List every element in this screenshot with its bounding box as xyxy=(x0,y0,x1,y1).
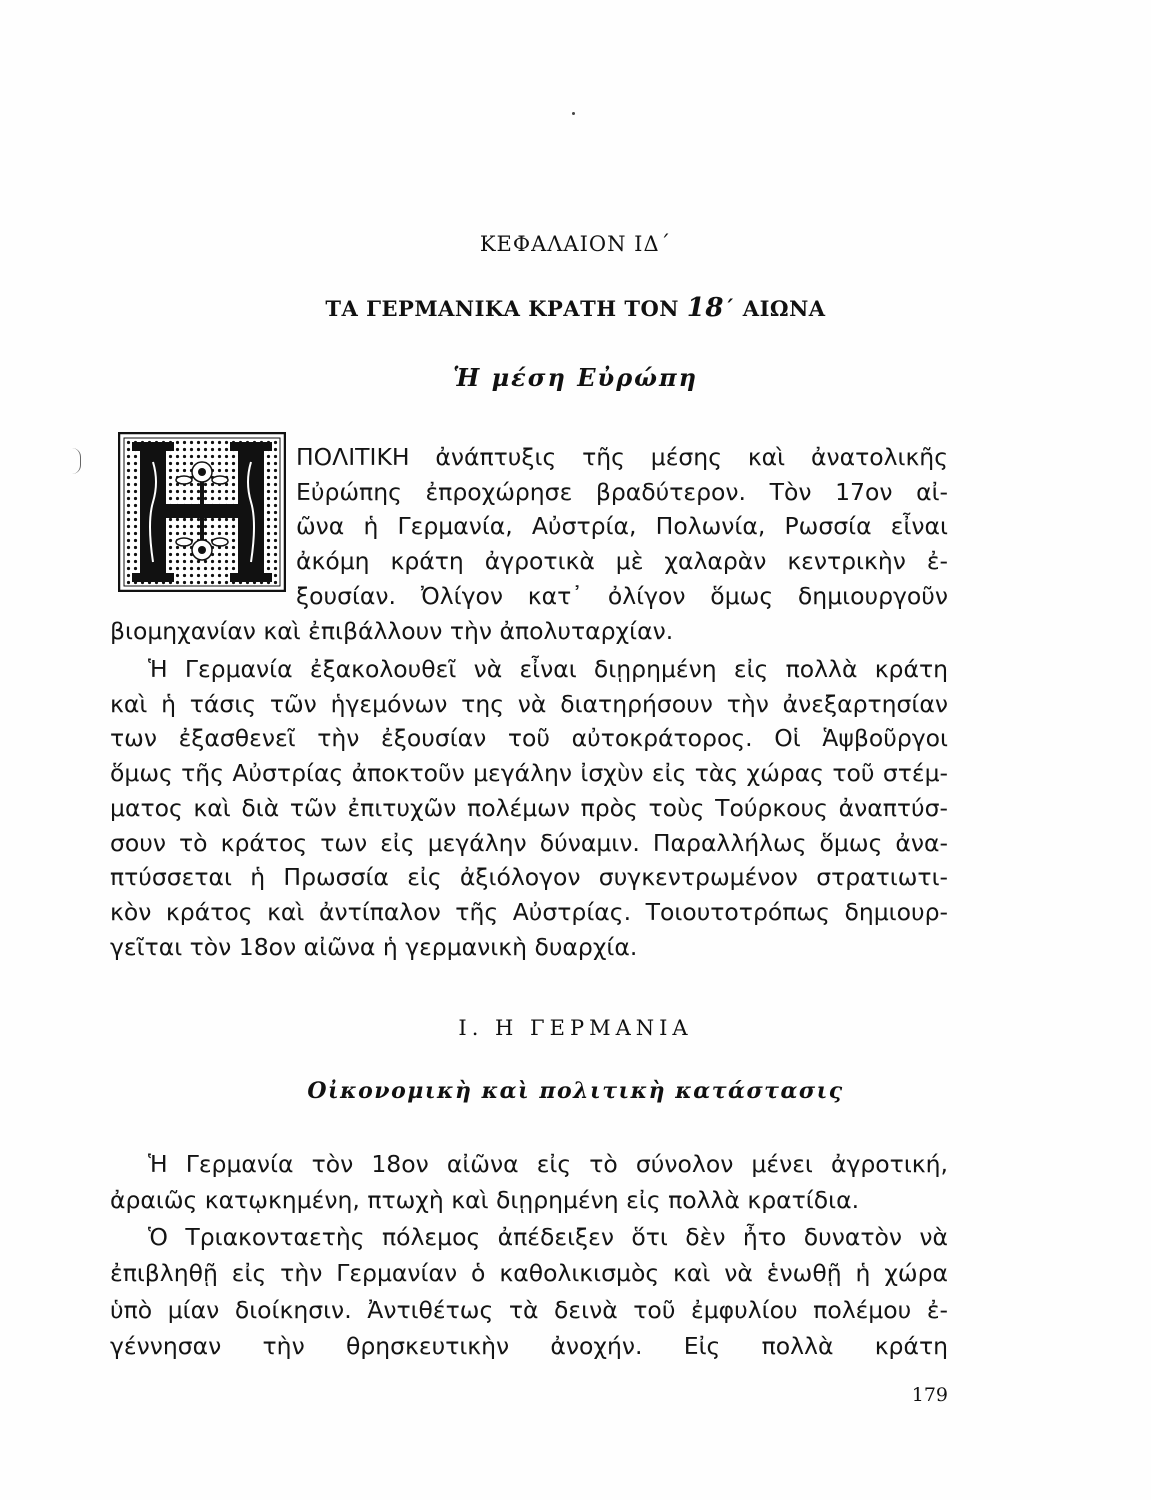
text-line: ὅμως τῆς Αὐστρίας ἀποκτοῦν μεγάλην ἰσχὺν εἰς τὰς χώρας τοῦ στέμ- xyxy=(110,759,948,788)
page-number: 179 xyxy=(911,1384,948,1406)
margin-mark xyxy=(72,448,81,474)
text-line: Εὐρώπης ἐπροχώρησε βραδύτερον. Τὸν 17ον αἰ- xyxy=(296,477,948,506)
text-line: ΠΟΛΙΤΙΚΗ ἀνάπτυξις τῆς μέσης καὶ ἀνατολικῆς xyxy=(296,443,948,471)
text-line: ματος καὶ διὰ τῶν ἐπιτυχῶν πολέμων πρὸς τοὺς Τούρκους ἀναπτύσ- xyxy=(110,793,948,822)
text-line: Ὁ Τριακονταετὴς πόλεμος ἀπέδειξεν ὅτι δὲν ἦτο δυνατὸν νὰ xyxy=(148,1222,948,1251)
text-line: κὸν κράτος καὶ ἀντίπαλον τῆς Αὐστρίας. Τοιουτοτρόπως δημιουρ- xyxy=(110,897,948,926)
subsection-title: Οἰκονομικὴ καὶ πολιτικὴ κατάστασις xyxy=(307,1078,844,1104)
text-line: ἀκόμη κράτη ἀγροτικὰ μὲ χαλαρὰν κεντρικὴν ἐ- xyxy=(296,547,948,576)
text-line: ῶνα ἡ Γερμανία, Αὐστρία, Πολωνία, Ρωσσία εἶναι xyxy=(296,512,948,541)
paragraph-1 xyxy=(296,440,948,614)
text-line: των ἐξασθενεῖ τὴν ἐξουσίαν τοῦ αὐτοκράτορος. Οἱ Ἁψβοῦργοι xyxy=(110,724,948,753)
chapter-title xyxy=(0,293,1151,323)
ornamental-drop-cap xyxy=(118,432,286,592)
text-line: Ἡ Γερμανία τὸν 18ον αἰῶνα εἰς τὸ σύνολον μένει ἀγροτική, xyxy=(148,1150,948,1178)
text-line: ξουσίαν. Ὀλίγον κατ᾽ ὀλίγον ὅμως δημιουργοῦν xyxy=(296,581,948,610)
text-line: ὑπὸ μίαν διοίκησιν. Ἀντιθέτως τὰ δεινὰ τοῦ ἐμφυλίου πολέμου ἐ- xyxy=(110,1295,948,1324)
text-line: πτύσσεται ἡ Πρωσσία εἰς ἀξιόλογον συγκεντρωμένον στρατιωτι- xyxy=(110,863,948,892)
text-line: καὶ ἡ τάσις τῶν ἡγεμόνων της νὰ διατηρήσουν τὴν ἀνεξαρτησίαν xyxy=(110,689,948,718)
text-line: γεῖται τὸν 18ον αἰῶνα ἡ γερμανικὴ δυαρχία. xyxy=(110,932,638,961)
text-line: σουν τὸ κράτος των εἰς μεγάλην δύναμιν. Παραλλήλως ὅμως ἀνα- xyxy=(110,828,948,857)
text-line: Ἡ Γερμανία ἐξακολουθεῖ νὰ εἶναι διῃρημένη εἰς πολλὰ κράτη xyxy=(148,655,948,683)
paragraph-1-end xyxy=(110,614,948,649)
section-title: Ἡ μέση Εὐρώπη xyxy=(452,363,699,392)
print-speck xyxy=(572,112,575,115)
text-line: γέννησαν τὴν θρησκευτικὴν ἀνοχήν. Εἰς πολλὰ κράτη xyxy=(110,1332,948,1361)
text-line: ἀραιῶς κατῳκημένη, πτωχὴ καὶ διῃρημένη εἰς πολλὰ κρατίδια. xyxy=(110,1186,860,1215)
paragraph-3 xyxy=(110,1146,948,1364)
paragraph-2 xyxy=(110,652,948,964)
chapter-title-end: ΄ ΑΙΩΝΑ xyxy=(723,296,826,321)
chapter-title-start: ΤΑ ΓΕΡΜΑΝΙΚΑ ΚΡΑΤΗ ΤΟΝ xyxy=(325,296,687,321)
chapter-label: ΚΕΦΑΛΑΙΟΝ ΙΔ΄ xyxy=(479,232,672,256)
chapter-title-century: 18 xyxy=(686,293,724,323)
text-line: βιομηχανίαν καὶ ἐπιβάλλουν τὴν ἀπολυταρχίαν. xyxy=(110,617,674,645)
text-line: ἐπιβληθῇ εἰς τὴν Γερμανίαν ὁ καθολικισμὸς καὶ νὰ ἑνωθῇ ἡ χώρα xyxy=(110,1259,948,1288)
subsection-heading: Ι. Η ΓΕΡΜΑΝΙΑ xyxy=(458,1016,693,1040)
